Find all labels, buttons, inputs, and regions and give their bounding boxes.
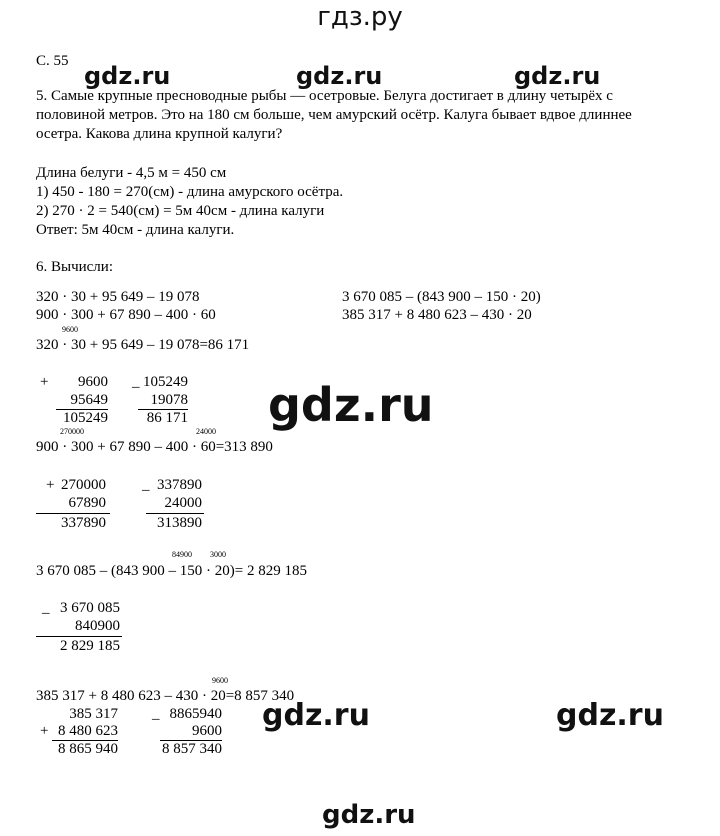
solution-line: 320 · 30 + 95 649 – 19 078=86 171: [36, 337, 250, 353]
column-operand: 385 317: [69, 706, 118, 722]
intermediate-note: 9600: [62, 325, 78, 334]
add-sign: +: [46, 477, 55, 493]
task6-title: 6. Вычисли:: [36, 259, 113, 275]
task5-statement-line: осетра. Какова длина крупной калуги?: [36, 126, 283, 142]
task5-solution-line: 1) 450 - 180 = 270(см) - длина амурского осётра.: [36, 184, 344, 200]
column-operand: 270000: [61, 477, 106, 493]
column-operand: 9600: [160, 722, 222, 741]
task6-expression: 900 · 300 + 67 890 – 400 · 60: [36, 307, 216, 323]
task5-statement-line: половиной метров. Это на 180 см больше, чем амурский осётр. Калуга бывает вдвое длиннее: [36, 107, 632, 123]
watermark: gdz.ru: [84, 62, 171, 90]
intermediate-note: 84900: [172, 550, 192, 559]
task5-solution-line: 2) 270 · 2 = 540(см) = 5м 40см - длина калуги: [36, 203, 325, 219]
task5-answer: Ответ: 5м 40см - длина калуги.: [36, 222, 235, 238]
intermediate-note: 9600: [212, 676, 228, 685]
subtract-sign: _: [132, 374, 140, 390]
column-operand: 67890: [68, 495, 106, 511]
watermark: gdz.ru: [322, 800, 416, 830]
column-operand: 8865940: [169, 706, 222, 722]
watermark: gdz.ru: [268, 378, 434, 432]
subtract-sign: _: [152, 706, 160, 722]
column-result: 337890: [61, 515, 106, 531]
task5-statement-line: 5. Самые крупные пресноводные рыбы — осетровые. Белуга достигает в длину четырёх с: [36, 88, 613, 104]
column-operand: 337890: [157, 477, 202, 493]
column-operand: 95649: [56, 391, 108, 410]
add-sign: +: [40, 723, 49, 739]
intermediate-note: 24000: [196, 427, 216, 436]
column-operand: 19078: [138, 391, 188, 410]
column-result: 8 857 340: [162, 741, 222, 757]
task6-expression: 3 670 085 – (843 900 – 150 · 20): [342, 289, 541, 305]
solution-line: 3 670 085 – (843 900 – 150 · 20)= 2 829 185: [36, 563, 307, 579]
column-operand: 9600: [78, 374, 108, 390]
add-sign: +: [40, 374, 49, 390]
watermark: gdz.ru: [514, 62, 601, 90]
column-operand: 3 670 085: [60, 600, 120, 616]
intermediate-note: 3000: [210, 550, 226, 559]
watermark: gdz.ru: [262, 698, 370, 733]
subtract-sign: _: [42, 600, 50, 616]
column-operand: 840900: [75, 618, 120, 634]
column-operand: 24000: [164, 495, 202, 511]
solution-line: 385 317 + 8 480 623 – 430 · 20=8 857 340: [36, 688, 295, 704]
solution-line: 900 · 300 + 67 890 – 400 · 60=313 890: [36, 439, 273, 455]
site-header: гдз.ру: [317, 2, 403, 32]
task6-expression: 385 317 + 8 480 623 – 430 · 20: [342, 307, 532, 323]
column-operand: 105249: [143, 374, 188, 390]
task5-solution-line: Длина белуги - 4,5 м = 450 см: [36, 165, 227, 181]
column-result: 313890: [157, 515, 202, 531]
column-result: 86 171: [146, 410, 188, 426]
intermediate-note: 270000: [60, 427, 84, 436]
column-operand: 8 480 623: [52, 722, 118, 741]
page-label: С. 55: [36, 53, 69, 69]
column-result: 8 865 940: [58, 741, 118, 757]
column-result: 2 829 185: [60, 638, 120, 654]
task6-expression: 320 · 30 + 95 649 – 19 078: [36, 289, 200, 305]
watermark: gdz.ru: [556, 698, 664, 733]
column-result: 105249: [63, 410, 108, 426]
watermark: gdz.ru: [296, 62, 383, 90]
subtract-sign: _: [142, 477, 150, 493]
